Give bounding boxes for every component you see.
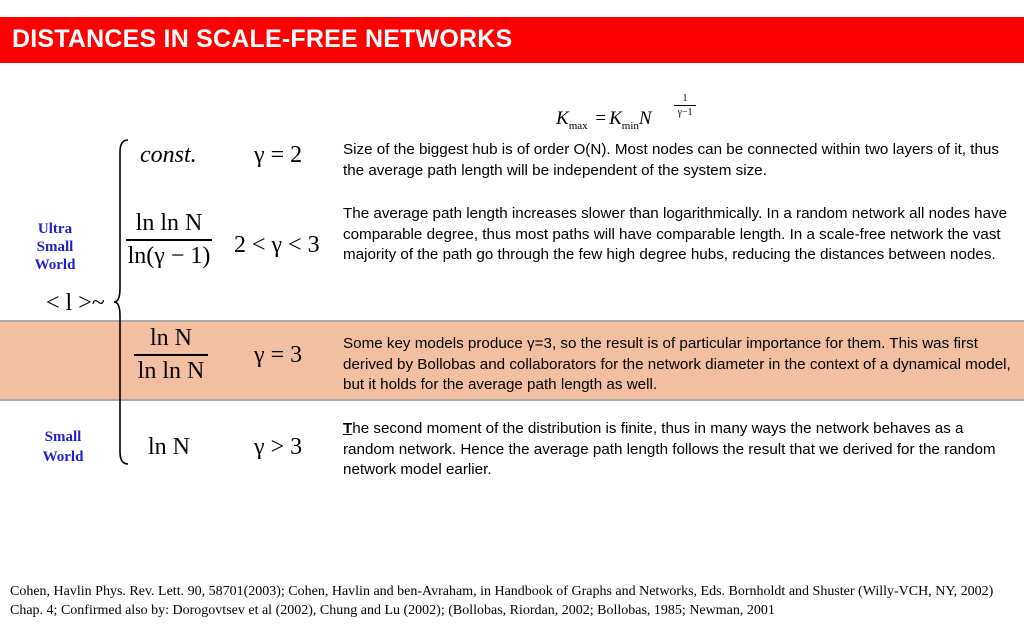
title-bar xyxy=(0,17,1024,63)
left-brace xyxy=(112,138,132,468)
row-4-condition: γ > 3 xyxy=(254,434,303,460)
row-4-text: The second moment of the distribution is finite, thus in many ways the network behaves as a random network. Hence the average path length follows the result that we derived for the random network model earlier. xyxy=(343,420,996,478)
row-3-text: Some key models produce γ=3, so the result is of particular importance for them. This was first derived by Bollobas and collaborators for the network diameter in the context of a dynamical model, but it holds for the average path length as well. xyxy=(343,335,1011,393)
row-3-expression: ln N ln ln N xyxy=(134,325,208,385)
small-world-label: Small World xyxy=(42,429,84,465)
row-1-text: Size of the biggest hub is of order O(N). Most nodes can be connected within two layers of it, thus the average path length will be independent of the system size. xyxy=(343,141,999,179)
slide-title: DISTANCES IN SCALE-FREE NETWORKS xyxy=(12,25,513,53)
kmax-exponent: 1 γ−1 xyxy=(674,93,696,118)
row-2-text: The average path length increases slower than logarithmically. In a random network all nodes have comparable degree, thus most paths will have comparable length. In a scale-free network the vast majority of the path go through the few high degree hubs, reducing the distances between nodes. xyxy=(343,205,1008,263)
row-1-expression: const. xyxy=(140,142,197,168)
footer-references: Cohen, Havlin Phys. Rev. Lett. 90, 58701(2003); Cohen, Havlin and ben-Avraham, in Handbook of Graphs and Networks, Eds. Bornholdt and Shuster (Willy-VCH, NY, 2002) Chap. 4; Confirmed also by: Dorogovtsev et al (2002), Chung and Lu (2002); (Bollobas, Riordan, 2002; Bollobas, 1985; Newman, 2001 xyxy=(10,584,994,618)
row-1-condition: γ = 2 xyxy=(254,142,303,168)
avg-path-length-symbol: < l >~ xyxy=(46,290,105,316)
row-4-expression: ln N xyxy=(148,434,190,460)
row-2-expression: ln ln N ln(γ − 1) xyxy=(127,210,211,269)
kmax-formula: $K_{max} = K_{min}N$ xyxy=(556,108,652,132)
row-2-condition: 2 < γ < 3 xyxy=(234,232,320,258)
ultra-small-world-label: Ultra Small World xyxy=(34,221,76,273)
row-3-condition: γ = 3 xyxy=(254,342,303,368)
